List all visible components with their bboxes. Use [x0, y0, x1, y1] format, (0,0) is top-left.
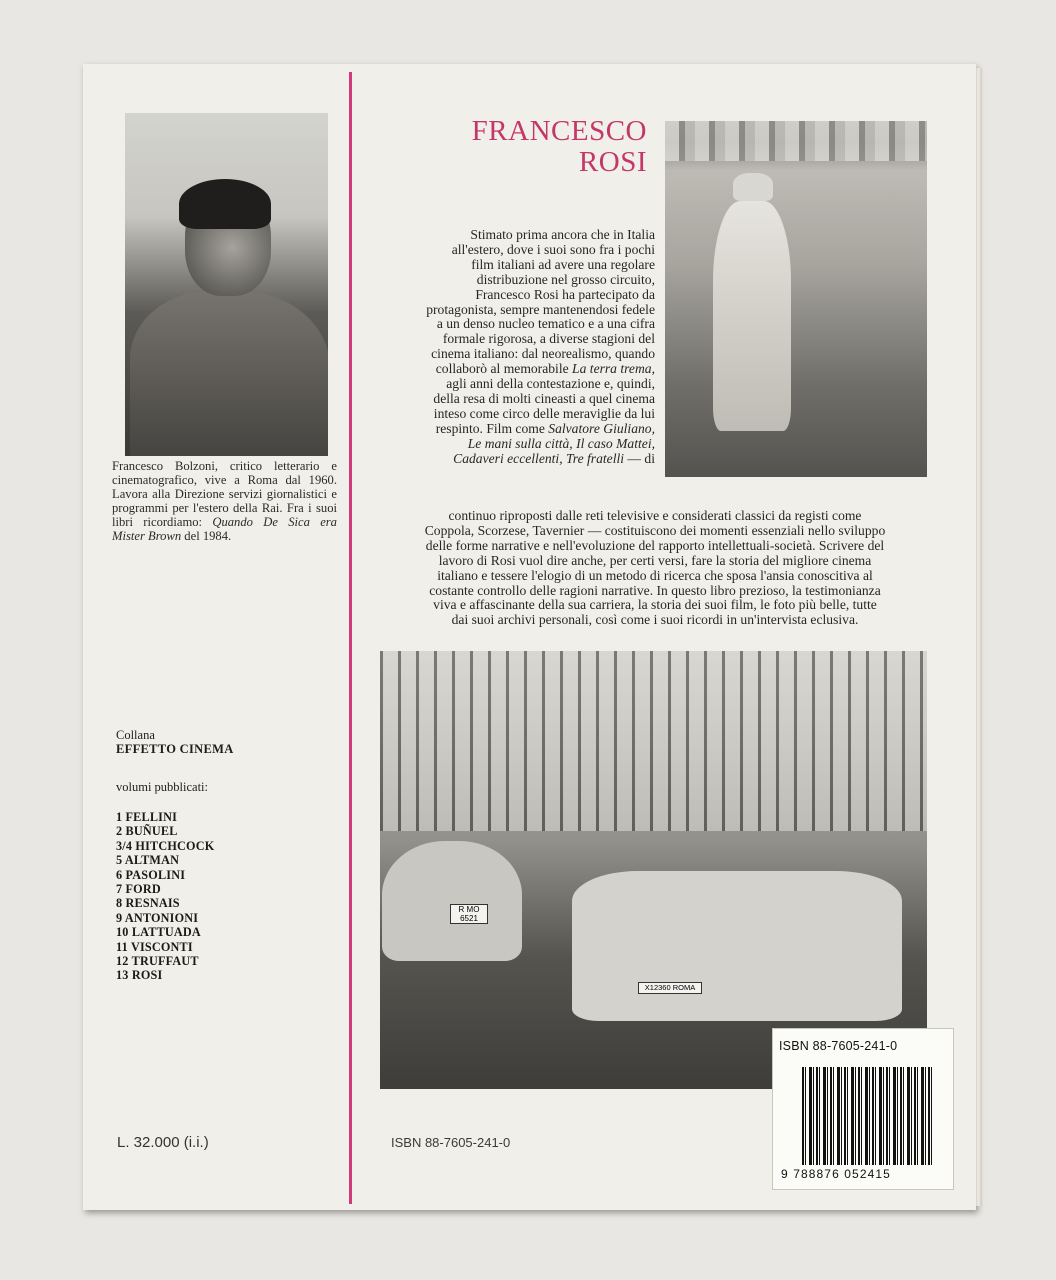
volumes-label: volumi pubblicati:: [116, 780, 209, 794]
film-title: Cadaveri eccellenti, Tre fratelli: [453, 450, 625, 466]
barcode-digits: 9 788876 052415: [781, 1167, 891, 1181]
list-item: 6 PASOLINI: [116, 867, 186, 882]
list-item: 13 ROSI: [116, 968, 163, 983]
film-title: Salvatore Giuliano,: [548, 420, 655, 436]
blurb-line: film italiani ad avere una regolare: [471, 256, 655, 272]
author-caption: [112, 460, 337, 543]
blurb-line: cinema italiano: dal neorealismo, quando: [431, 346, 655, 362]
blurb-line: Stimato prima ancora che in Italia: [470, 227, 655, 242]
isbn-footer: ISBN 88-7605-241-0: [391, 1135, 511, 1150]
blurb-line: costante controllo delle ragioni narrative. In questo libro prezioso, la testimonianza: [429, 582, 881, 598]
list-item: 3/4 HITCHCOCK: [116, 838, 215, 853]
blurb-line: della resa di molti cineasti a quel cinema: [433, 390, 655, 406]
blurb-line: collaborò al memorabile La terra trema,: [435, 361, 655, 377]
series-label: Collana: [116, 728, 155, 742]
list-item: 1 FELLINI: [116, 810, 178, 824]
blurb-line: viva e affascinante della sua carriera, la storia dei suoi film, le foto più belle, tutte: [433, 597, 877, 613]
blurb-line: delle forme narrative e nell'evoluzione del rapporto intellettuali-società. Scrivere del: [425, 537, 885, 553]
blurb-line: dai suoi archivi personali, così come i suoi ricordi in un'intervista eclusiva.: [451, 612, 859, 628]
author-book-title: Quando De Sica era Mister Brown: [112, 514, 337, 543]
volumes-list: [116, 810, 214, 983]
barcode-isbn-text: ISBN 88-7605-241-0: [779, 1039, 898, 1053]
page-title: [383, 116, 647, 178]
title-line-2: ROSI: [578, 146, 647, 178]
film-title: Le mani sulla città, Il caso Mattei,: [467, 435, 655, 451]
director-on-location-photo: [665, 121, 927, 477]
blurb-narrow: [389, 228, 655, 467]
blurb-line: Coppola, Scorzese, Tavernier — costituiscono dei momenti essenziali nello sviluppo: [424, 522, 886, 538]
pink-vertical-rule: [349, 72, 352, 1204]
blurb-wide: [381, 509, 929, 628]
blurb-line: a un denso nucleo tematico e a una cifra: [436, 316, 655, 332]
title-line-1: FRANCESCO: [471, 115, 647, 147]
blurb-line: all'estero, dove i suoi sono fra i pochi: [451, 241, 655, 257]
blurb-text: respinto. Film come: [435, 420, 549, 436]
street-scene-photo: [380, 651, 927, 1089]
barcode-bars: [802, 1067, 932, 1165]
blurb-line: protagonista, sempre mantenendosi fedele: [426, 301, 655, 317]
list-item: 5 ALTMAN: [116, 853, 180, 868]
list-item: 2 BUÑUEL: [116, 824, 178, 839]
book-back-cover: [83, 64, 976, 1210]
list-item: 8 RESNAIS: [116, 896, 180, 911]
price-label: L. 32.000 (i.i.): [117, 1134, 209, 1151]
blurb-line: [389, 437, 655, 452]
list-item: 10 LATTUADA: [116, 925, 201, 940]
blurb-text: collaborò al memorabile: [435, 361, 573, 377]
license-plate-big: X12360 ROMA: [638, 982, 702, 994]
list-item: 11 VISCONTI: [116, 939, 193, 954]
barcode-sticker: [772, 1028, 954, 1190]
blurb-line: agli anni della contestazione e, quindi,: [446, 376, 655, 392]
blurb-line: italiano e tessere l'elogio di un metodo di ricerca che sposa l'ansia conoscitiva al: [437, 567, 873, 583]
blurb-line: formale rigorosa, a diverse stagioni del: [442, 331, 655, 347]
list-item: 7 FORD: [116, 882, 161, 897]
blurb-line: Francesco Rosi ha partecipato da: [475, 286, 655, 302]
blurb-line: [389, 422, 655, 437]
blurb-line: lavoro di Rosi vuol dire anche, per certi versi, fare la storia del migliore cinema: [438, 552, 872, 568]
blurb-line: continuo riproposti dalle reti televisive e considerati classici da registi come: [448, 508, 862, 523]
blurb-line: distribuzione nel grosso circuito,: [476, 271, 655, 287]
film-title: La terra trema: [572, 361, 652, 377]
blurb-line: [389, 452, 655, 467]
list-item: 12 TRUFFAUT: [116, 954, 199, 969]
license-plate-small: R MO 6521: [450, 904, 488, 924]
author-portrait-photo: [125, 113, 328, 456]
author-caption-end: del 1984.: [181, 528, 232, 543]
blurb-text: — di: [624, 450, 655, 466]
blurb-line: inteso come circo delle meraviglie da lui: [433, 405, 655, 421]
list-item: 9 ANTONIONI: [116, 910, 199, 925]
series-block: [116, 728, 316, 756]
author-caption-text: Francesco Bolzoni, critico letterario e cinematografico, vive a Roma dal 1960. Lavora alla Direzione servizi giornalistici e programmi per l'estero della Rai. Fra i suoi libri ricordiamo:: [112, 459, 337, 529]
series-name: EFFETTO CINEMA: [116, 742, 234, 756]
